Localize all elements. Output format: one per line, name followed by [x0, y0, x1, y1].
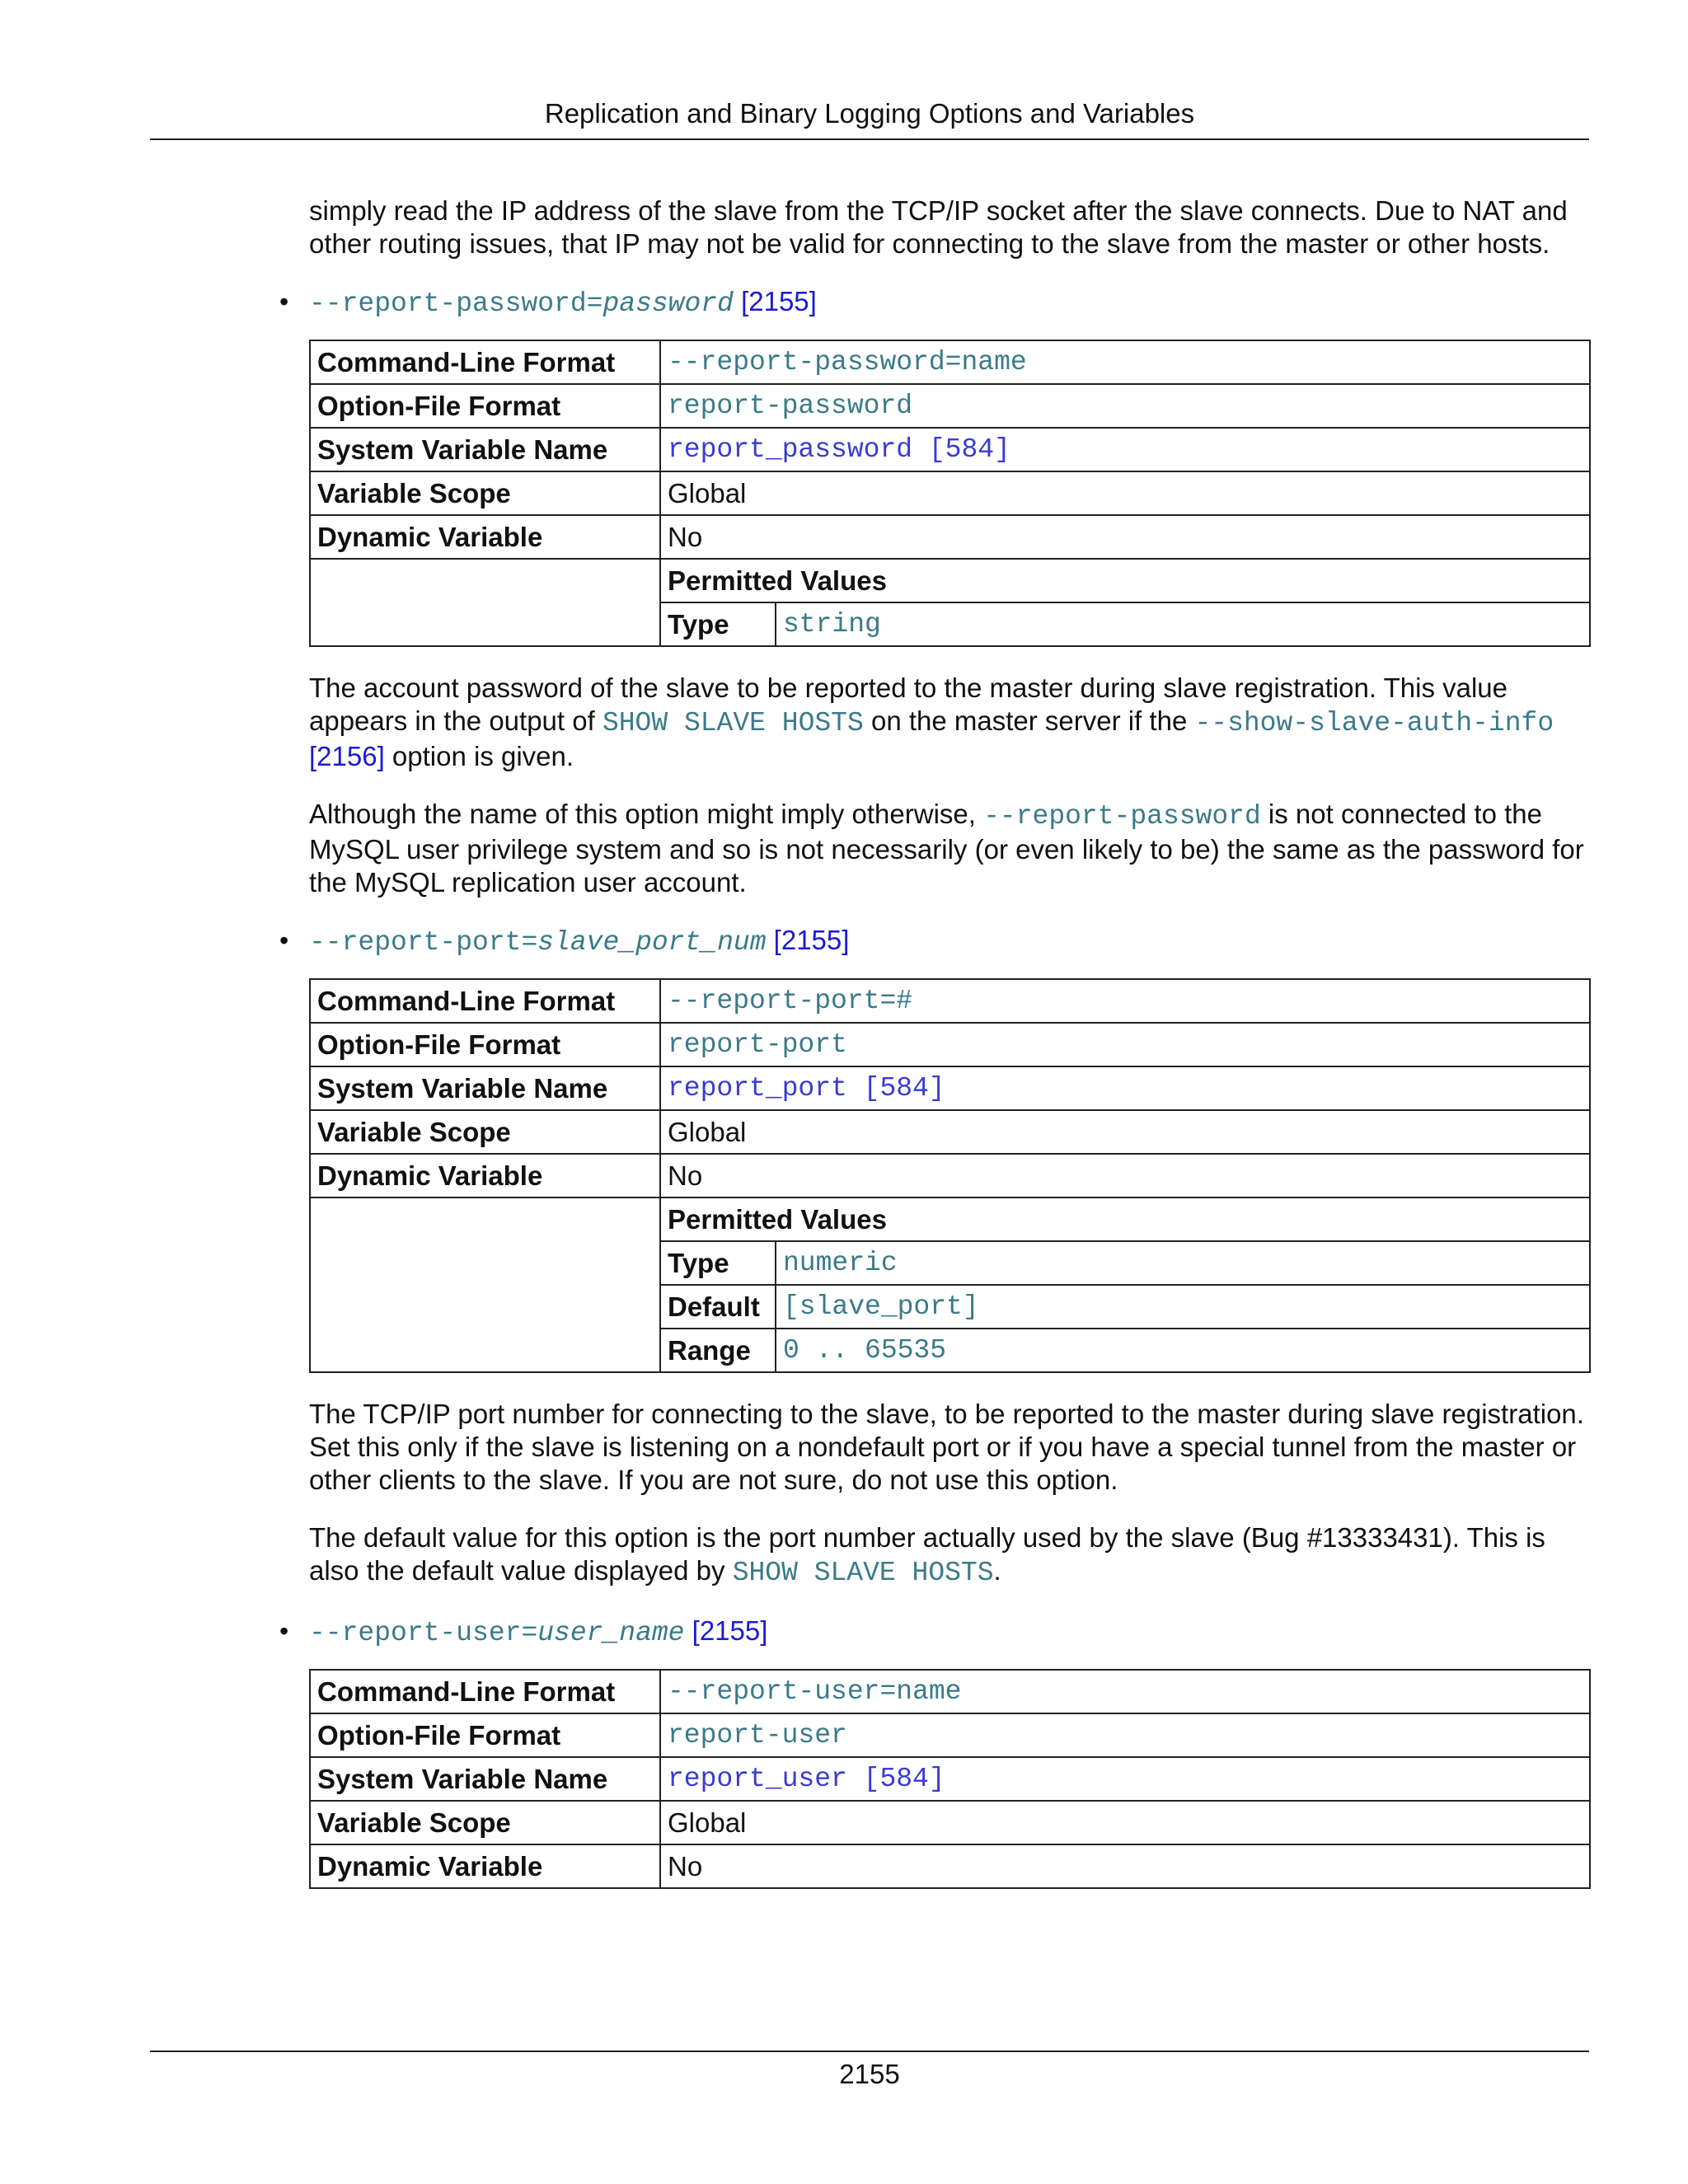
cmd-format-label: Command-Line Format — [310, 1670, 660, 1713]
default-label: Default — [661, 1285, 776, 1329]
option-page-ref-link[interactable]: [2155] — [741, 286, 817, 316]
variable-scope-label: Variable Scope — [310, 1801, 660, 1844]
bullet-icon: • — [279, 287, 289, 316]
dynamic-variable-value: No — [660, 515, 1590, 559]
empty-cell — [310, 559, 660, 646]
option-page-ref-link[interactable]: [2155] — [692, 1615, 768, 1646]
table-row — [310, 515, 1590, 559]
inline-code-link[interactable]: --show-slave-auth-info — [1194, 708, 1554, 738]
default-value: [slave_port] — [776, 1285, 1589, 1329]
bullet-icon: • — [279, 926, 289, 955]
table-row — [310, 1713, 1590, 1757]
type-label: Type — [661, 602, 776, 645]
variable-scope-value: Global — [660, 1801, 1590, 1844]
cmd-format-value: --report-password=name — [660, 340, 1590, 384]
option-name[interactable]: --report-password=password — [309, 288, 734, 319]
permitted-values-label: Permitted Values — [661, 1198, 1589, 1241]
page-footer — [150, 2050, 1589, 2090]
table-row — [310, 979, 1590, 1023]
table-row — [310, 384, 1590, 428]
dynamic-variable-value: No — [660, 1154, 1590, 1197]
table-row — [310, 1801, 1590, 1844]
permitted-values-cell — [660, 559, 1590, 646]
table-row — [310, 1844, 1590, 1888]
range-label: Range — [661, 1329, 776, 1371]
sysvar-name-label: System Variable Name — [310, 428, 660, 471]
bullet-icon: • — [279, 1616, 289, 1646]
page-ref-link[interactable]: [2156] — [309, 741, 385, 771]
variable-scope-value: Global — [660, 471, 1590, 515]
note-paragraph: The default value for this option is the port number actually used by the slave (Bug #13333431). This is also the default value displayed by SHOW SLAVE HOSTS. — [309, 1522, 1545, 1588]
note-paragraph: Although the name of this option might imply otherwise, --report-password is not connected to the MySQL user privilege system and so is not necessarily (or even likely to be) the same as the password for the MySQL replication user account. — [309, 799, 1584, 898]
dynamic-variable-value: No — [660, 1844, 1590, 1888]
option-heading-report-port — [279, 924, 1591, 958]
cmd-format-label: Command-Line Format — [310, 979, 660, 1023]
cmd-format-value: --report-port=# — [660, 979, 1590, 1023]
table-row — [310, 1110, 1590, 1154]
dynamic-variable-label: Dynamic Variable — [310, 1844, 660, 1888]
option-file-format-value: report-password — [660, 384, 1590, 428]
option-table-report-port — [309, 978, 1591, 1373]
description-paragraph: The account password of the slave to be reported to the master during slave registration. This value appears in the output of SHOW SLAVE HOSTS on the master server if the --show-slave-auth-info [2156] option is given. — [309, 673, 1554, 771]
page-number: 2155 — [839, 2059, 900, 2089]
table-row — [310, 471, 1590, 515]
inline-code: SHOW SLAVE HOSTS — [732, 1558, 994, 1588]
option-file-format-label: Option-File Format — [310, 1023, 660, 1066]
option-table-report-user — [309, 1669, 1591, 1889]
table-row — [310, 1757, 1590, 1801]
empty-cell — [310, 1197, 660, 1372]
type-label: Type — [661, 1241, 776, 1285]
page-content — [279, 194, 1591, 1914]
variable-scope-label: Variable Scope — [310, 1110, 660, 1154]
sysvar-name-label: System Variable Name — [310, 1757, 660, 1801]
table-row — [310, 1066, 1590, 1110]
sysvar-name-link[interactable]: report_password [584] — [660, 428, 1590, 471]
table-row — [310, 1197, 1590, 1372]
dynamic-variable-label: Dynamic Variable — [310, 515, 660, 559]
option-file-format-label: Option-File Format — [310, 384, 660, 428]
option-name[interactable]: --report-user=user_name — [309, 1618, 685, 1648]
option-table-report-password — [309, 340, 1591, 647]
permitted-values-label: Permitted Values — [661, 560, 1589, 602]
option-heading-report-password — [279, 285, 1591, 319]
type-value: string — [783, 608, 881, 640]
variable-scope-value: Global — [660, 1110, 1590, 1154]
sysvar-name-link[interactable]: report_user [584] — [660, 1757, 1590, 1801]
type-value: numeric — [776, 1241, 1589, 1285]
option-file-format-value: report-user — [660, 1713, 1590, 1757]
inline-code: SHOW SLAVE HOSTS — [602, 708, 864, 738]
variable-scope-label: Variable Scope — [310, 471, 660, 515]
table-row — [310, 1670, 1590, 1713]
cmd-format-label: Command-Line Format — [310, 340, 660, 384]
cmd-format-value: --report-user=name — [660, 1670, 1590, 1713]
page-header — [150, 97, 1589, 140]
option-file-format-value: report-port — [660, 1023, 1590, 1066]
table-row — [310, 428, 1590, 471]
permitted-values-table — [661, 1198, 1589, 1371]
table-row — [310, 1023, 1590, 1066]
page-header-title: Replication and Binary Logging Options and Variables — [544, 98, 1195, 129]
option-file-format-label: Option-File Format — [310, 1713, 660, 1757]
dynamic-variable-label: Dynamic Variable — [310, 1154, 660, 1197]
inline-code: --report-password — [983, 801, 1261, 832]
option-page-ref-link[interactable]: [2155] — [773, 925, 850, 955]
permitted-values-table — [661, 560, 1589, 645]
sysvar-name-link[interactable]: report_port [584] — [660, 1066, 1590, 1110]
table-row — [310, 340, 1590, 384]
table-row — [310, 559, 1590, 646]
option-heading-report-user — [279, 1615, 1591, 1648]
table-row — [310, 1154, 1590, 1197]
intro-paragraph: simply read the IP address of the slave from the TCP/IP socket after the slave connects. Due to NAT and other routing issues, that IP may not be valid for connecting to the slave from the master or other hosts. — [309, 195, 1568, 259]
description-paragraph: The TCP/IP port number for connecting to the slave, to be reported to the master during slave registration. Set this only if the slave is listening on a nondefault port or if you have a special tunnel from the master or other clients to the slave. If you are not sure, do not use this option. — [309, 1399, 1584, 1495]
range-value: 0 .. 65535 — [783, 1334, 947, 1366]
option-name[interactable]: --report-port=slave_port_num — [309, 927, 767, 958]
permitted-values-cell — [660, 1197, 1590, 1372]
sysvar-name-label: System Variable Name — [310, 1066, 660, 1110]
